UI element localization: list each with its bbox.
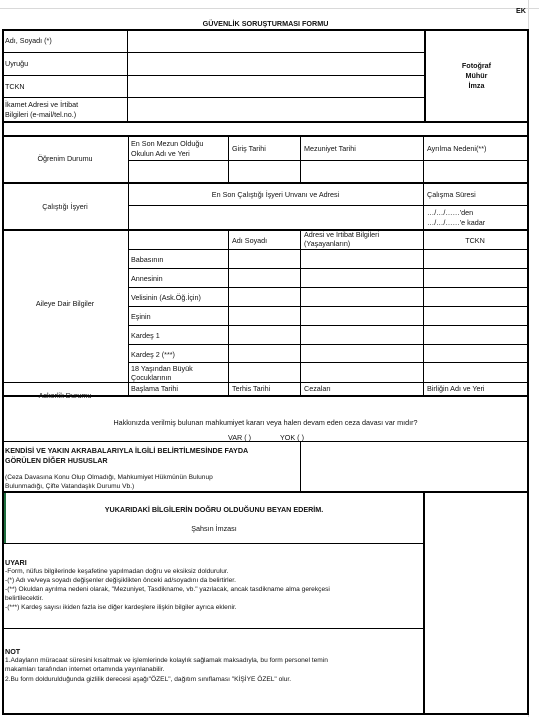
conviction-yes[interactable]: VAR ( ) bbox=[228, 433, 252, 442]
section-line bbox=[2, 441, 529, 442]
duration-to: …/…/……'e kadar bbox=[427, 218, 486, 227]
row-line bbox=[128, 362, 527, 363]
other-matters-title-2: GÖRÜLEN DİĞER HUSUSLAR bbox=[5, 456, 108, 465]
section-line bbox=[2, 135, 529, 137]
warning-line: -(*) Adı ve/veya soyadı değişenler değişiklikten önceki ad/soyadını da belirtirler. bbox=[5, 577, 236, 584]
signature-label: İmza bbox=[468, 81, 485, 90]
family-row-label: Velisinin (Ask.Öğ.İçin) bbox=[131, 293, 201, 302]
school-header-2: Okulun Adı ve Yeri bbox=[131, 149, 190, 158]
row-line bbox=[2, 97, 426, 98]
row-line bbox=[128, 205, 423, 206]
employer-header: En Son Çalıştığı İşyeri Unvanı ve Adresi bbox=[211, 190, 340, 199]
col-line bbox=[300, 135, 301, 183]
entry-date-header: Giriş Tarihi bbox=[232, 144, 266, 153]
military-section-label: Askerlik Durumu bbox=[38, 391, 92, 400]
col-line bbox=[300, 441, 301, 492]
family-address-header: Adresi ve İrtibat Bilgileri bbox=[304, 230, 380, 239]
row-line bbox=[128, 325, 527, 326]
family-row-label: Babasının bbox=[131, 255, 164, 264]
tckn-label: TCKN bbox=[5, 82, 25, 91]
family-address-header-2: (Yaşayanların) bbox=[304, 239, 351, 248]
row-line bbox=[2, 382, 529, 383]
grid-line bbox=[0, 8, 539, 9]
family-name-header: Adı Soyadı bbox=[232, 236, 268, 245]
warning-line: -(***) Kardeş sayısı ikiden fazla ise diğer kardeşlere ilişkin bilgiler ayrıca eklenir. bbox=[5, 604, 237, 611]
declaration-text: YUKARIDAKİ BİLGİLERİN DOĞRU OLDUĞUNU BEYAN EDERİM. bbox=[104, 505, 324, 514]
name-label: Adı, Soyadı (*) bbox=[5, 36, 52, 45]
row-line bbox=[423, 205, 527, 206]
note-line: makamları tarafından internet ortamında yayınlanabilir. bbox=[5, 666, 165, 673]
family-section-label: Aileye Dair Bilgiler bbox=[35, 299, 95, 308]
col-line bbox=[228, 229, 229, 396]
row-line bbox=[128, 268, 527, 269]
other-matters-subtitle: (Ceza Davasına Konu Olup Olmadığı, Mahkumiyet Hükmünün Bulunup bbox=[5, 474, 213, 481]
address-label: İkamet Adresi ve İrtibat bbox=[5, 100, 79, 109]
row-line bbox=[128, 287, 527, 288]
family-row-label: 18 Yaşından Büyük bbox=[131, 364, 193, 373]
photo-label: Fotoğraf bbox=[461, 61, 492, 70]
address-label-2: Bilgileri (e-mail/tel.no.) bbox=[5, 110, 77, 119]
military-penalties-header: Cezaları bbox=[304, 384, 331, 393]
frame-left bbox=[2, 29, 4, 715]
col-line bbox=[228, 135, 229, 183]
duration-header: Çalışma Süresi bbox=[427, 190, 476, 199]
education-section-label: Öğrenim Durumu bbox=[37, 154, 93, 163]
declaration-signature: Şahsın İmzası bbox=[191, 524, 237, 533]
duration-from: …/…/……'den bbox=[427, 208, 474, 217]
military-discharge-header: Terhis Tarihi bbox=[232, 384, 271, 393]
section-line bbox=[2, 121, 529, 123]
graduation-date-header: Mezuniyet Tarihi bbox=[304, 144, 356, 153]
corner-label: EK bbox=[516, 6, 526, 15]
warning-title: UYARI bbox=[5, 558, 27, 567]
frame-bottom bbox=[2, 713, 529, 715]
col-line bbox=[128, 229, 129, 396]
row-line bbox=[128, 249, 527, 250]
form-title: GÜVENLİK SORUŞTURMASI FORMU bbox=[202, 19, 329, 28]
cell-cursor-marker bbox=[4, 493, 6, 543]
work-section-label: Çalıştığı İşyeri bbox=[42, 202, 88, 211]
note-line: 1.Adayların müracaat süresini kısaltmak ve işlemlerinde kolaylık sağlamak maksadıyla, bu form personel temin bbox=[5, 657, 328, 664]
family-row-label: Eşinin bbox=[131, 312, 151, 321]
conviction-no[interactable]: YOK ( ) bbox=[280, 433, 304, 442]
frame-top bbox=[2, 29, 529, 31]
warning-line: -Form, nüfus bilgilerinde keşafetine yapılmadan doğru ve eksiksiz doldurulur. bbox=[5, 568, 229, 575]
conviction-question: Hakkınızda verilmiş bulunan mahkumiyet kararı veya halen devam eden ceza davası var mıdır? bbox=[113, 418, 418, 427]
frame-right bbox=[527, 29, 529, 715]
family-tckn-header: TCKN bbox=[465, 236, 485, 245]
warning-line: -(**) Okuldan ayrılma nedeni olarak, "Mezuniyet, Tasdikname, vb." yazılacak, ancak tasdikname alma gerekçesi bbox=[5, 586, 330, 593]
warning-line: belirtilecektir. bbox=[5, 595, 44, 602]
nationality-label: Uyruğu bbox=[5, 59, 29, 68]
stamp-label: Mühür bbox=[465, 71, 488, 80]
col-line bbox=[423, 229, 424, 396]
school-header: En Son Mezun Olduğu bbox=[131, 139, 204, 148]
military-unit-header: Birliğin Adı ve Yeri bbox=[427, 384, 485, 393]
military-start-header: Başlama Tarihi bbox=[131, 384, 179, 393]
note-line: 2.Bu form doldurulduğunda gizlilik derecesi aşağı"ÖZEL", dağıtım sınıflaması "KİŞİYE ÖZEL" olur. bbox=[5, 676, 292, 683]
leave-reason-header: Ayrılma Nedeni(**) bbox=[427, 144, 487, 153]
family-row-label: Kardeş 2 (***) bbox=[131, 350, 175, 359]
section-line bbox=[2, 182, 529, 184]
family-row-label: Kardeş 1 bbox=[131, 331, 160, 340]
row-line bbox=[128, 160, 527, 161]
section-line bbox=[2, 229, 529, 231]
col-line bbox=[300, 229, 301, 396]
col-line bbox=[127, 29, 128, 122]
note-title: NOT bbox=[5, 647, 21, 656]
row-line bbox=[128, 344, 527, 345]
other-matters-subtitle-2: Bulunmadığı, Çifte Vatandaşlık Durumu Vb.) bbox=[5, 483, 135, 490]
family-row-label: Annesinin bbox=[131, 274, 163, 283]
family-row-label: Çocuklarının bbox=[131, 373, 172, 382]
row-line bbox=[2, 52, 426, 53]
row-line bbox=[2, 628, 424, 629]
row-line bbox=[2, 75, 426, 76]
row-line bbox=[2, 543, 424, 544]
row-line bbox=[128, 306, 527, 307]
other-matters-title: KENDİSİ VE YAKIN AKRABALARIYLA İLGİLİ BELİRTİLMESİNDE FAYDA bbox=[5, 446, 249, 455]
